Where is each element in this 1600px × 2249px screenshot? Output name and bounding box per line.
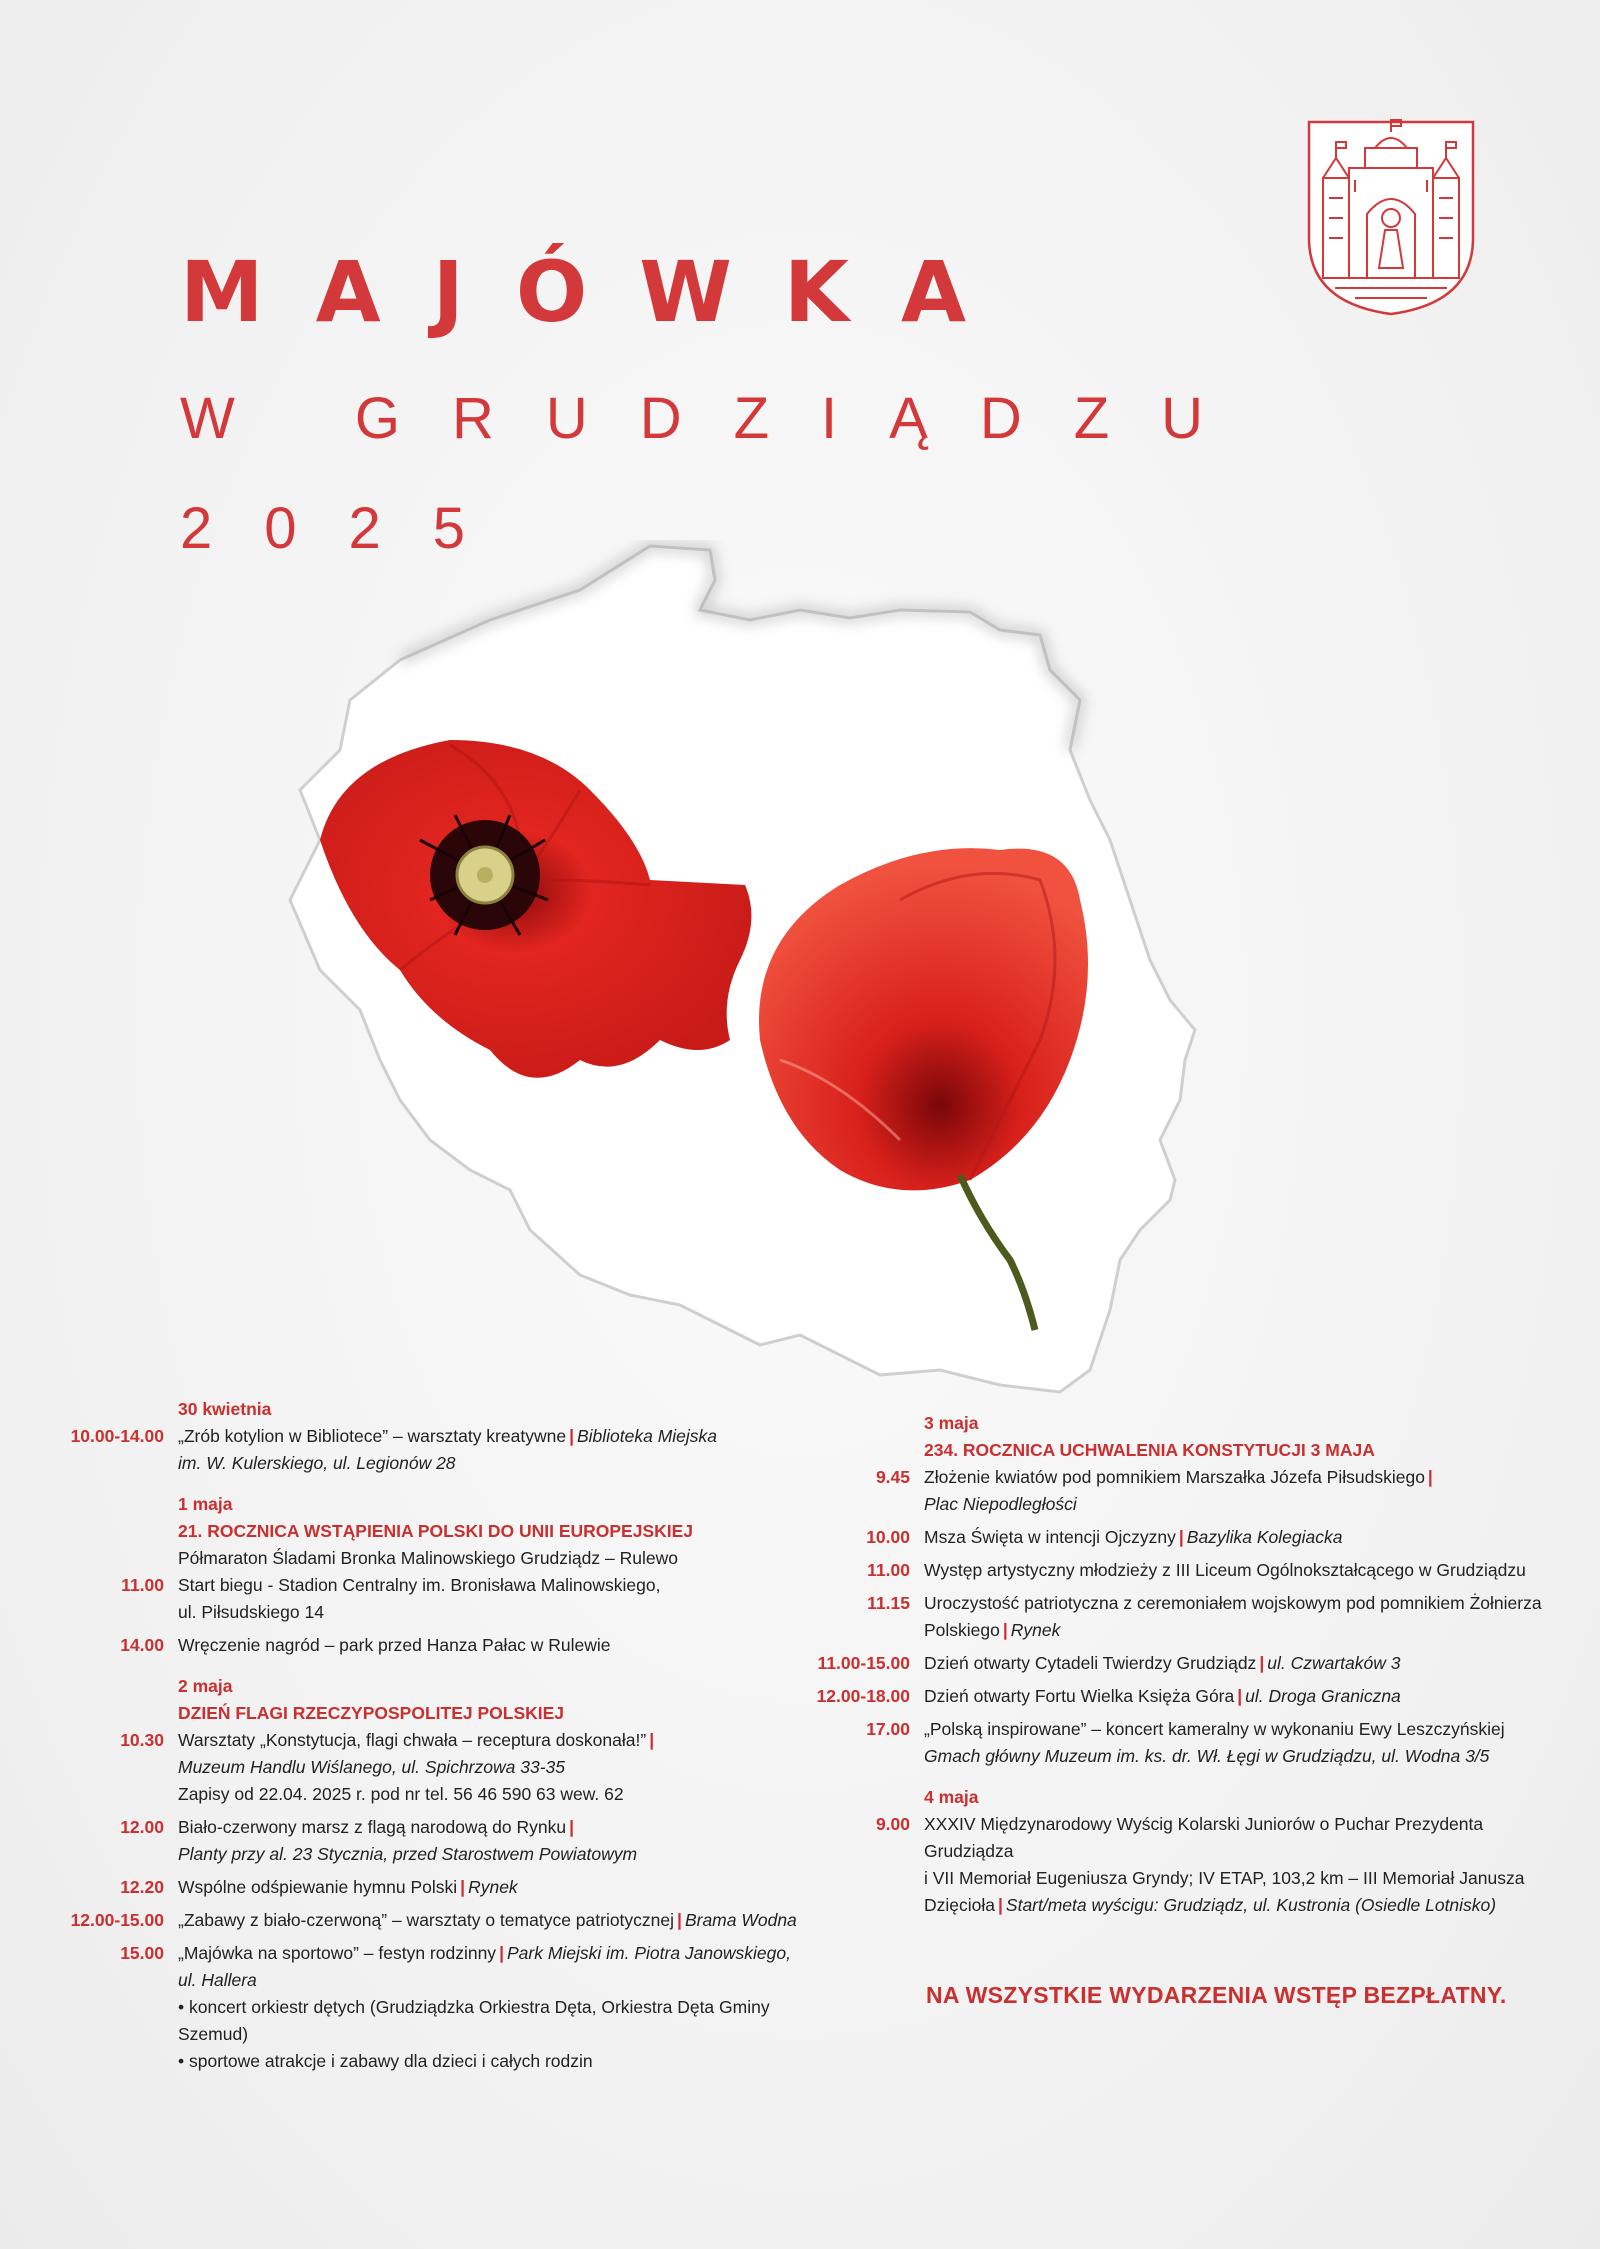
free-entry-notice: NA WSZYSTKIE WYDARZENIA WSTĘP BEZPŁATNY. (926, 1982, 1507, 2008)
schedule-left-column (40, 1396, 840, 2089)
separator-bar: | (1259, 1653, 1265, 1673)
separator-bar: | (649, 1730, 655, 1750)
event-place: Planty przy al. 23 Stycznia, przed Starostwem Powiatowym (178, 1844, 638, 1864)
separator-bar: | (569, 1817, 574, 1837)
event-place: Rynek (1010, 1620, 1061, 1640)
event-time: 12.00 (120, 1817, 164, 1837)
poland-map-cutout (280, 540, 1270, 1410)
poster-title: MAJÓWKA (180, 243, 1019, 341)
event-text: Złożenie kwiatów pod pomnikiem Marszałka Józefa Piłsudskiego (924, 1467, 1425, 1487)
event-row (786, 1683, 1576, 1710)
list-item: • sportowe atrakcje i zabawy dla dzieci i całych rodzin (178, 2051, 593, 2071)
event-time: 10.00 (866, 1527, 910, 1547)
event-place: im. W. Kulerskiego, ul. Legionów 28 (178, 1453, 456, 1473)
event-text: Uroczystość patriotyczna z ceremoniałem wojskowym pod pomnikiem Żołnierza (924, 1593, 1542, 1613)
day-date: 3 maja (924, 1413, 979, 1433)
day-date: 2 maja (178, 1676, 233, 1696)
day-block-3-maja (786, 1410, 1576, 1770)
event-text: XXXIV Międzynarodowy Wyścig Kolarski Juniorów o Puchar Prezydenta Grudziądza (924, 1814, 1484, 1861)
event-time: 17.00 (866, 1719, 910, 1739)
event-row (40, 1907, 840, 1934)
event-row (786, 1650, 1576, 1677)
event-time: 12.20 (120, 1877, 164, 1897)
day-block-2-maja (40, 1673, 840, 2075)
poster-year: 2025 (180, 496, 518, 561)
day-date: 30 kwietnia (178, 1399, 272, 1419)
event-time: 9.45 (875, 1467, 910, 1487)
event-place: Rynek (468, 1877, 518, 1897)
event-place: Muzeum Handlu Wiślanego, ul. Spichrzowa 33-35 (178, 1757, 565, 1777)
event-place: ul. Droga Graniczna (1245, 1686, 1401, 1706)
event-place: Park Miejski im. Piotra Janowskiego, (506, 1943, 791, 1963)
event-text: Polskiego (924, 1620, 1000, 1640)
event-body (178, 1423, 840, 1477)
event-row (40, 1423, 840, 1477)
separator-bar: | (1002, 1620, 1008, 1640)
event-time: 9.00 (875, 1814, 910, 1834)
event-body (178, 1874, 840, 1901)
event-body (178, 1727, 840, 1808)
event-time: 14.00 (120, 1635, 164, 1655)
event-text: Start biegu - Stadion Centralny im. Bronisława Malinowskiego, (178, 1575, 661, 1595)
event-row (40, 1874, 840, 1901)
separator-bar: | (1237, 1686, 1243, 1706)
day-block-30-kwietnia (40, 1396, 840, 1477)
event-place: Start/meta wyścigu: Grudziądz, ul. Kustronia (Osiedle Lotnisko) (1005, 1895, 1497, 1915)
event-note: Zapisy od 22.04. 2025 r. pod nr tel. 56 46 590 63 wew. 62 (178, 1784, 624, 1804)
event-text: „Polską inspirowane” – koncert kameralny w wykonaniu Ewy Leszczyńskiej (924, 1719, 1505, 1739)
event-place: Gmach główny Muzeum im. ks. dr. Wł. Łęgi w Grudziądzu, ul. Wodna 3/5 (924, 1746, 1490, 1766)
event-body (924, 1716, 1576, 1770)
event-text: „Zrób kotylion w Bibliotece” – warsztaty kreatywne (178, 1426, 567, 1446)
separator-bar: | (998, 1895, 1003, 1915)
event-intro: Półmaraton Śladami Bronka Malinowskiego Grudziądz – Rulewo (178, 1548, 678, 1568)
event-text: Warsztaty „Konstytucja, flagi chwała – receptura doskonała!” (178, 1730, 647, 1750)
event-body (178, 1814, 840, 1868)
event-row (40, 1572, 840, 1626)
event-time: 11.15 (867, 1593, 910, 1613)
event-row (40, 1940, 840, 2075)
event-body (178, 1572, 840, 1626)
event-row (786, 1590, 1576, 1644)
grudziadz-coat-of-arms-icon (1305, 118, 1477, 318)
schedule-right-column (786, 1410, 1576, 1933)
event-body (924, 1811, 1576, 1919)
event-text: „Majówka na sportowo” – festyn rodzinny (178, 1943, 497, 1963)
event-time: 12.00-18.00 (816, 1686, 910, 1706)
day-block-4-maja (786, 1784, 1576, 1919)
event-time: 10.30 (120, 1730, 164, 1750)
event-place: ul. Czwartaków 3 (1267, 1653, 1401, 1673)
event-text: Biało-czerwony marsz z flagą narodową do Rynku (178, 1817, 567, 1837)
separator-bar: | (1178, 1527, 1184, 1547)
event-row (40, 1814, 840, 1868)
separator-bar: | (569, 1426, 574, 1446)
separator-bar: | (499, 1943, 504, 1963)
event-time: 11.00-15.00 (817, 1653, 910, 1673)
event-body (178, 1940, 840, 2075)
separator-bar: | (460, 1877, 466, 1897)
event-time: 12.00-15.00 (70, 1910, 164, 1930)
event-row (40, 1727, 840, 1808)
event-body (924, 1590, 1576, 1644)
day-title: 234. ROCZNICA UCHWALENIA KONSTYTUCJI 3 MAJA (924, 1440, 1375, 1460)
event-body (924, 1464, 1576, 1518)
event-text: Wręczenie nagród – park przed Hanza Pałac w Rulewie (178, 1635, 611, 1655)
event-text: Dzień otwarty Cytadeli Twierdzy Grudziądz (924, 1653, 1257, 1673)
event-place: ul. Hallera (178, 1970, 257, 1990)
event-row (786, 1464, 1576, 1518)
list-item: • koncert orkiestr dętych (Grudziądzka Orkiestra Dęta, Orkiestra Dęta Gminy Szemud) (178, 1997, 770, 2044)
poster-subtitle: W GRUDZIĄDZU (180, 386, 1256, 451)
event-row (786, 1811, 1576, 1919)
event-text: „Zabawy z biało-czerwoną” – warsztaty o tematyce patriotycznej (178, 1910, 675, 1930)
event-time: 10.00-14.00 (70, 1426, 164, 1446)
day-title: 21. ROCZNICA WSTĄPIENIA POLSKI DO UNII EUROPEJSKIEJ (178, 1521, 694, 1541)
event-place: Bazylika Kolegiacka (1186, 1527, 1343, 1547)
separator-bar: | (677, 1910, 682, 1930)
event-body (924, 1650, 1576, 1677)
event-text: Dzięcioła (924, 1895, 995, 1915)
event-row (40, 1632, 840, 1659)
event-text: Występ artystyczny młodzieży z III Liceum Ogólnokształcącego w Grudziądzu (924, 1560, 1526, 1580)
event-row (786, 1524, 1576, 1551)
event-text: Wspólne odśpiewanie hymnu Polski (178, 1877, 458, 1897)
day-title: DZIEŃ FLAGI RZECZYPOSPOLITEJ POLSKIEJ (178, 1703, 565, 1723)
event-time: 11.00 (867, 1560, 910, 1580)
event-text: Msza Święta w intencji Ojczyzny (924, 1527, 1176, 1547)
event-time: 11.00 (121, 1575, 164, 1595)
day-date: 4 maja (924, 1787, 979, 1807)
event-body (924, 1524, 1576, 1551)
event-row (786, 1716, 1576, 1770)
event-text: i VII Memoriał Eugeniusza Gryndy; IV ETAP, 103,2 km – III Memoriał Janusza (924, 1868, 1525, 1888)
day-date: 1 maja (178, 1494, 233, 1514)
event-place: Brama Wodna (684, 1910, 797, 1930)
day-block-1-maja (40, 1491, 840, 1659)
separator-bar: | (1427, 1467, 1433, 1487)
event-body (178, 1907, 840, 1934)
event-place: Biblioteka Miejska (576, 1426, 718, 1446)
event-time: 15.00 (120, 1943, 164, 1963)
event-body (924, 1683, 1576, 1710)
event-place: Plac Niepodległości (924, 1494, 1077, 1514)
event-text: ul. Piłsudskiego 14 (178, 1602, 324, 1622)
event-row (786, 1557, 1576, 1584)
event-text: Dzień otwarty Fortu Wielka Księża Góra (924, 1686, 1235, 1706)
poster-title-block (180, 243, 1256, 561)
